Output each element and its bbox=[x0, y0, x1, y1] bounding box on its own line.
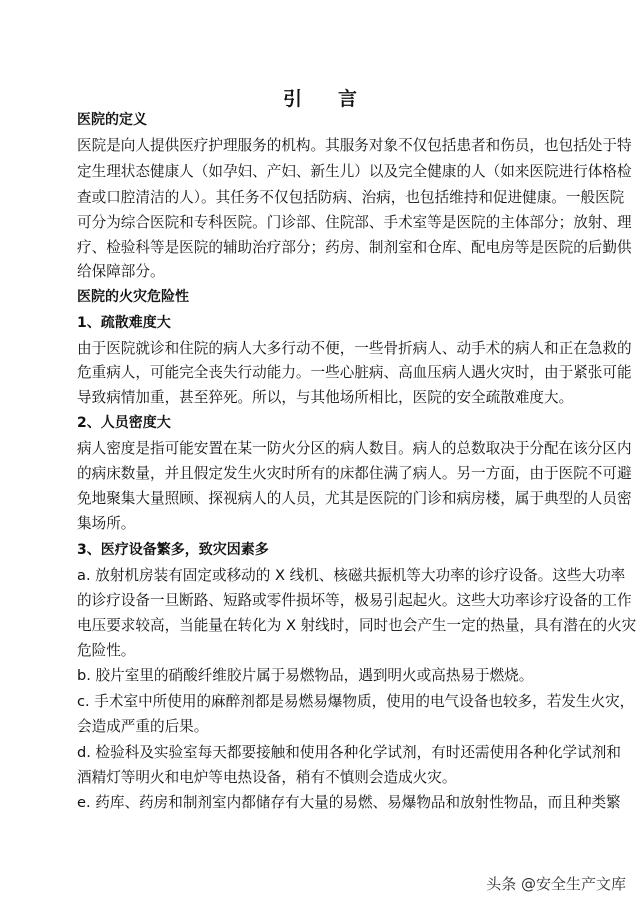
paragraph-line: 会造成严重的后果。 bbox=[77, 718, 209, 735]
paragraph-line: 查或口腔清洁的人）。其任务不仅包括防病、治病，也包括维持和促进健康。一般医院 bbox=[77, 189, 625, 206]
paragraph-line: 定生理状态健康人（如孕妇、产妇、新生儿）以及完全健康的人（如来医院进行体格检 bbox=[77, 163, 632, 180]
paragraph-line: d. 检验科及实验室每天都要接触和使用各种化学试剂，有时还需使用各种化学试剂和 bbox=[77, 744, 621, 761]
paragraph-line: 由于医院就诊和住院的病人大多行动不便，一些骨折病人、动手术的病人和正在急救的 bbox=[77, 340, 632, 357]
section-heading: 3、医疗设备繁多，致灾因素多 bbox=[77, 542, 269, 558]
page-title: 引言 bbox=[282, 88, 393, 110]
section-heading: 2、人员密度大 bbox=[77, 415, 171, 431]
paragraph-line: 疗、检验科等是医院的辅助治疗部分；药房、制剂室和仓库、配电房等是医院的后勤供 bbox=[77, 239, 632, 256]
section-heading: 医院的定义 bbox=[77, 112, 147, 128]
section-heading: 1、疏散难度大 bbox=[77, 315, 171, 331]
paragraph-line: 的诊疗设备一旦断路、短路或零件损坏等，极易引起起火。这些大功率诊疗设备的工作 bbox=[77, 592, 632, 609]
paragraph-line: 危险性。 bbox=[77, 642, 136, 659]
paragraph-line: b. 胶片室里的硝酸纤维胶片属于易燃物品，遇到明火或高热易于燃烧。 bbox=[77, 667, 534, 684]
paragraph-line: 病人密度是指可能安置在某一防火分区的病人数目。病人的总数取决于分配在该分区内 bbox=[77, 440, 632, 457]
section-heading: 医院的火灾危险性 bbox=[77, 289, 189, 305]
paragraph-line: 电压要求较高，当能量在转化为 X 射线时，同时也会产生一定的热量，具有潜在的火灾 bbox=[77, 617, 637, 634]
paragraph-line: 集场所。 bbox=[77, 515, 136, 532]
paragraph-line: 医院是向人提供医疗护理服务的机构。其服务对象不仅包括患者和伤员，也包括处于特 bbox=[77, 137, 632, 154]
paragraph-line: 免地聚集大量照顾、探视病人的人员，尤其是医院的门诊和病房楼，属于典型的人员密 bbox=[77, 490, 632, 507]
paragraph-line: a. 放射机房装有固定或移动的 X 线机、核磁共振机等大功率的诊疗设备。这些大功率 bbox=[77, 567, 626, 584]
paragraph-line: 可分为综合医院和专科医院。门诊部、住院部、手术室等是医院的主体部分；放射、理 bbox=[77, 214, 632, 231]
paragraph-line: 酒精灯等明火和电炉等电热设备，稍有不慎则会造成火灾。 bbox=[77, 769, 457, 786]
paragraph-line: e. 药库、药房和制剂室内都储存有大量的易燃、易爆物品和放射性物品，而且种类繁 bbox=[77, 794, 621, 811]
paragraph-line: 给保障部分。 bbox=[77, 263, 165, 280]
paragraph-line: 危重病人，可能完全丧失行动能力。一些心脏病、高血压病人遇火灾时，由于紧张可能 bbox=[77, 364, 632, 381]
watermark: 头条 @安全生产文库 bbox=[486, 875, 626, 893]
paragraph-line: c. 手术室中所使用的麻醉剂都是易燃易爆物质，使用的电气设备也较多，若发生火灾， bbox=[77, 693, 635, 710]
paragraph-line: 导致病情加重，甚至猝死。所以，与其他场所相比，医院的安全疏散难度大。 bbox=[77, 389, 574, 406]
paragraph-line: 的病床数量，并且假定发生火灾时所有的床都住满了病人。另一方面，由于医院不可避 bbox=[77, 465, 632, 482]
